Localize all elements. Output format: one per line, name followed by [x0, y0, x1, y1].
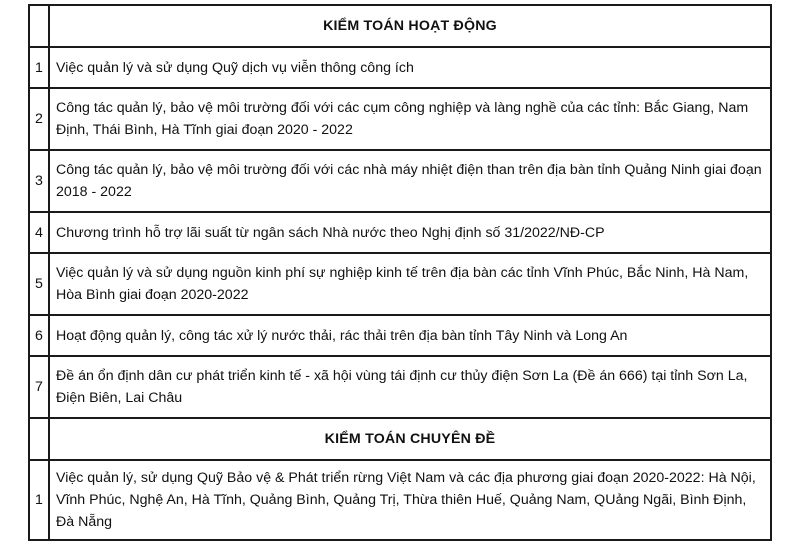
- row-text: Việc quản lý và sử dụng nguồn kinh phí sự nghiệp kinh tế trên địa bàn các tỉnh Vĩnh Phúc, Bắc Ninh, Hà Nam, Hòa Bình giai đoạn 2020-2022: [49, 253, 771, 315]
- row-number: 1: [29, 47, 49, 88]
- row-number: 2: [29, 88, 49, 150]
- row-number: 7: [29, 356, 49, 418]
- row-number: 1: [29, 460, 49, 540]
- section-number-cell: [29, 5, 49, 47]
- row-text: Công tác quản lý, bảo vệ môi trường đối với các cụm công nghiệp và làng nghề của các tỉnh: Bắc Giang, Nam Định, Thái Bình, Hà Tĩnh giai đoạn 2020 - 2022: [49, 88, 771, 150]
- section-header-row: [29, 418, 771, 460]
- section-title: KIỂM TOÁN CHUYÊN ĐỀ: [49, 418, 771, 460]
- table-row: [29, 88, 771, 150]
- table-row: [29, 460, 771, 540]
- audit-table: [28, 4, 772, 541]
- table-row: [29, 150, 771, 212]
- row-number: 4: [29, 212, 49, 253]
- section-header-row: [29, 5, 771, 47]
- row-text: Hoạt động quản lý, công tác xử lý nước thải, rác thải trên địa bàn tỉnh Tây Ninh và Long An: [49, 315, 771, 356]
- row-text: Công tác quản lý, bảo vệ môi trường đối với các nhà máy nhiệt điện than trên địa bàn tỉnh Quảng Ninh giai đoạn 2018 - 2022: [49, 150, 771, 212]
- row-number: 6: [29, 315, 49, 356]
- row-text: Chương trình hỗ trợ lãi suất từ ngân sách Nhà nước theo Nghị định số 31/2022/NĐ-CP: [49, 212, 771, 253]
- table-row: [29, 212, 771, 253]
- row-number: 3: [29, 150, 49, 212]
- section-title: KIỂM TOÁN HOẠT ĐỘNG: [49, 5, 771, 47]
- table-row: [29, 253, 771, 315]
- row-number: 5: [29, 253, 49, 315]
- row-text: Đề án ổn định dân cư phát triển kinh tế - xã hội vùng tái định cư thủy điện Sơn La (Đề án 666) tại tỉnh Sơn La, Điện Biên, Lai Châu: [49, 356, 771, 418]
- table-row: [29, 356, 771, 418]
- table-row: [29, 315, 771, 356]
- section-number-cell: [29, 418, 49, 460]
- row-text: Việc quản lý, sử dụng Quỹ Bảo vệ & Phát triển rừng Việt Nam và các địa phương giai đoạn 2020-2022: Hà Nội, Vĩnh Phúc, Nghệ An, Hà Tĩnh, Quảng Bình, Quảng Trị, Thừa thiên Huế, Quảng Nam, QUảng Ngãi, Bình Định, Đà Nẵng: [49, 460, 771, 540]
- table-row: [29, 47, 771, 88]
- row-text: Việc quản lý và sử dụng Quỹ dịch vụ viễn thông công ích: [49, 47, 771, 88]
